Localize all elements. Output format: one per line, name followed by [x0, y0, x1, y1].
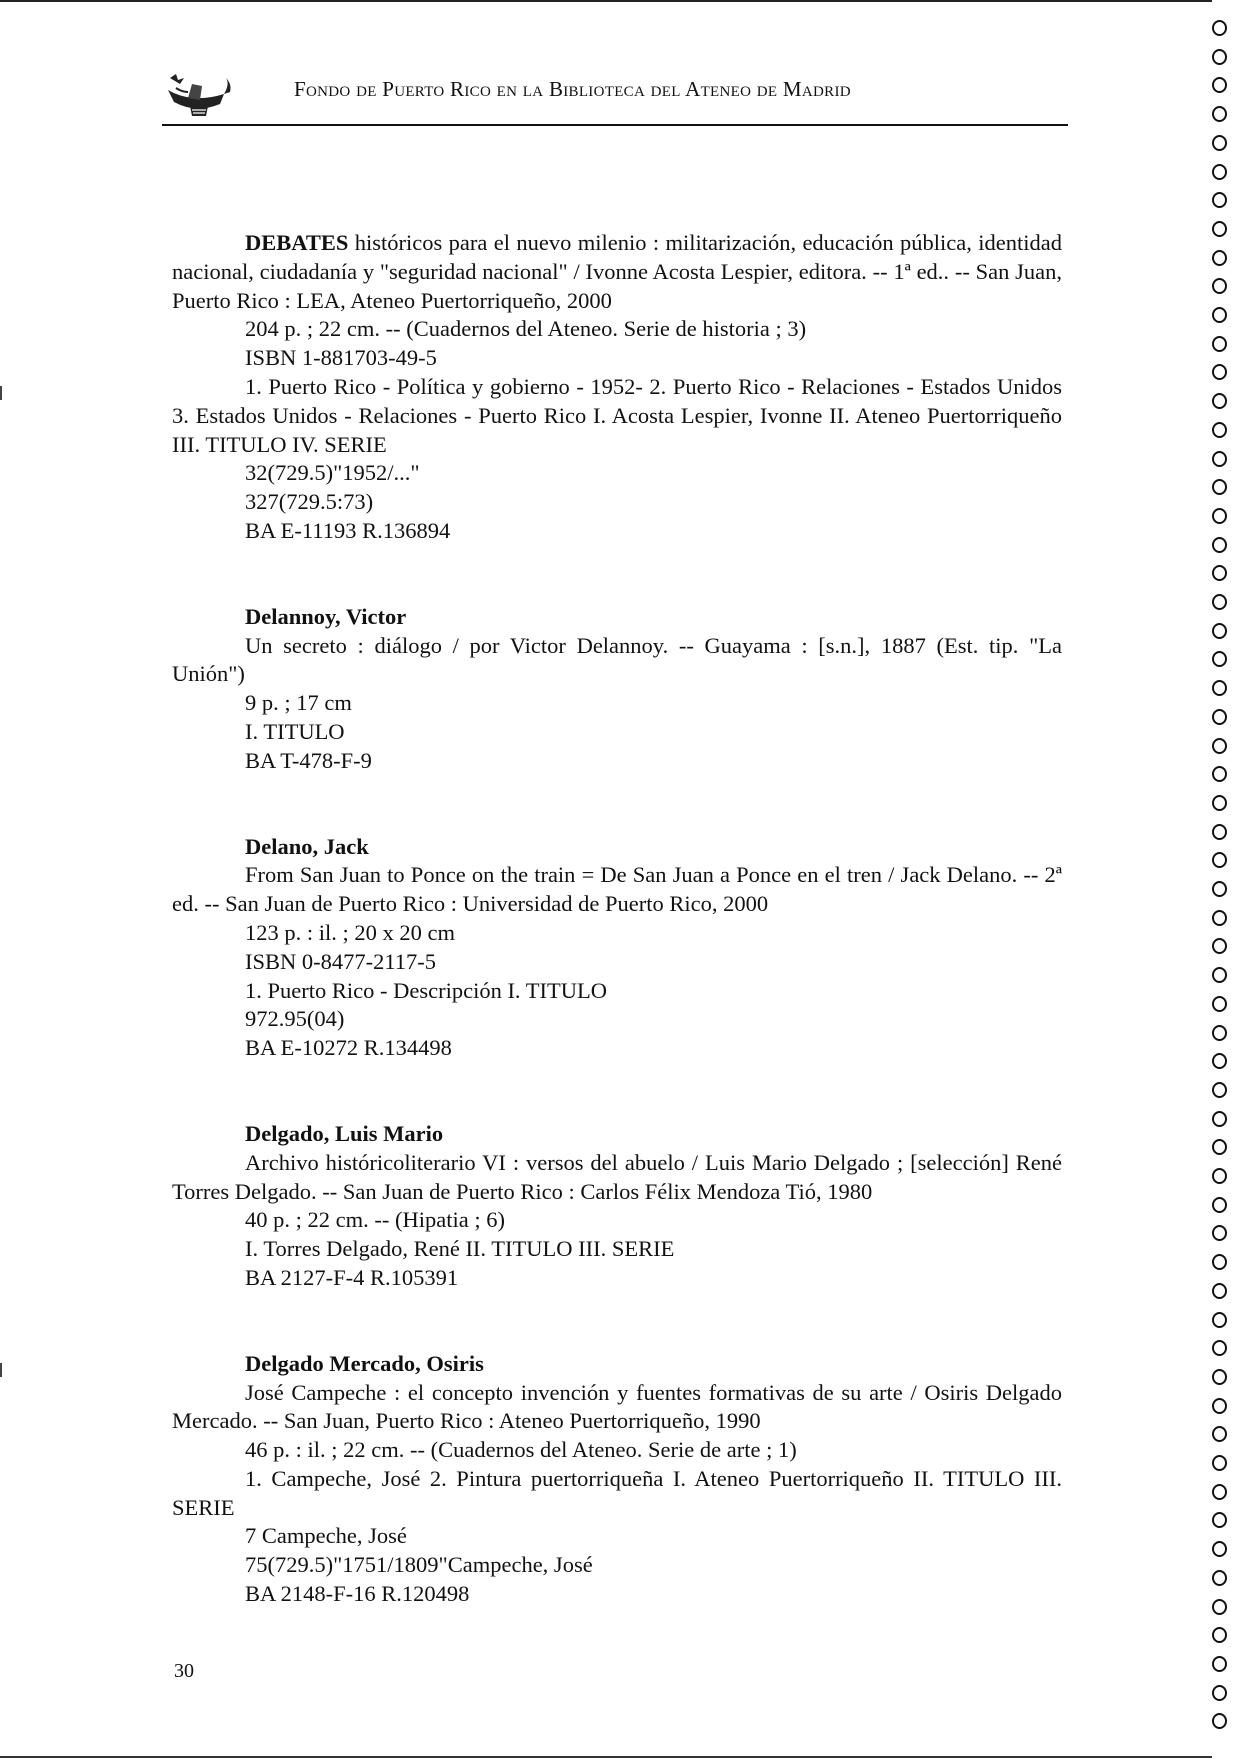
entry-line: 75(729.5)"1751/1809"Campeche, José [245, 1552, 593, 1578]
entry-line: I. TITULO [245, 718, 345, 744]
binding-ring [1212, 996, 1227, 1012]
entry-line: 972.95(04) [245, 1006, 345, 1032]
binding-ring [1212, 1599, 1227, 1615]
binding-ring [1212, 594, 1227, 610]
binding-ring [1212, 1484, 1227, 1500]
binding-ring [1212, 1111, 1227, 1127]
binding-ring [1212, 192, 1227, 208]
entry-line: ISBN 1-881703-49-5 [245, 345, 437, 371]
binding-ring [1212, 422, 1227, 438]
scan-mark [0, 386, 2, 400]
catalog-entry [172, 603, 1062, 776]
page-bottom-border [0, 1756, 1212, 1758]
binding-ring [1212, 651, 1227, 667]
binding-ring [1212, 910, 1227, 926]
entry-line: I. Torres Delgado, René II. TITULO III. SERIE [245, 1236, 675, 1262]
binding-ring [1212, 250, 1227, 266]
binding-ring [1212, 938, 1227, 954]
binding-ring [1212, 1197, 1227, 1213]
catalog-entry [172, 1120, 1062, 1293]
header-title: Fondo de Puerto Rico en la Biblioteca del Ateneo de Madrid [294, 77, 851, 101]
scan-mark [0, 1363, 2, 1377]
entry-author: Delgado Mercado, Osiris [245, 1350, 484, 1376]
binding-ring [1212, 1340, 1227, 1356]
entry-line: ISBN 0-8477-2117-5 [245, 948, 437, 974]
ship-logo-icon [162, 70, 234, 118]
entry-subjects: 1. Campeche, José 2. Pintura puertorriqueña I. Ateneo Puertorriqueño II. TITULO III. SERIE [172, 1465, 1062, 1520]
header-rule [162, 124, 1068, 126]
entry-author: Delannoy, Victor [245, 603, 407, 629]
entry-line: 1. Puerto Rico - Descripción I. TITULO [245, 977, 607, 1003]
entry-line: 123 p. : il. ; 20 x 20 cm [245, 919, 455, 945]
running-header [162, 62, 1068, 124]
spiral-binding [1207, 12, 1241, 1762]
binding-ring [1212, 1225, 1227, 1241]
binding-ring [1212, 1455, 1227, 1471]
entry-line: 204 p. ; 22 cm. -- (Cuadernos del Ateneo. Serie de historia ; 3) [245, 316, 807, 342]
binding-ring [1212, 135, 1227, 151]
binding-ring [1212, 1627, 1227, 1643]
binding-ring [1212, 307, 1227, 323]
binding-ring [1212, 393, 1227, 409]
binding-ring [1212, 623, 1227, 639]
entry-author: Delgado, Luis Mario [245, 1120, 444, 1146]
entry-subjects: 1. Puerto Rico - Política y gobierno - 1952- 2. Puerto Rico - Relaciones - Estados Unidos 3. Estados Unidos - Relaciones - Puerto Rico I. Acosta Lespier, Ivonne II. Ateneo Puertorriqueño III. TITULO IV. SERIE [172, 373, 1062, 457]
entry-author: Delano, Jack [245, 833, 369, 859]
binding-ring [1212, 77, 1227, 93]
binding-ring [1212, 738, 1227, 754]
binding-ring [1212, 1426, 1227, 1442]
entry-title-statement: DEBATES históricos para el nuevo milenio : militarización, educación pública, identidad nacional, ciudadanía y "seguridad nacional" / Ivonne Acosta Lespier, editora. -- 1ª ed.. -- San Juan, Puerto Rico : LEA, Ateneo Puertorriqueño, 2000 [172, 230, 1062, 313]
binding-ring [1212, 1053, 1227, 1069]
binding-ring [1212, 680, 1227, 696]
binding-ring [1212, 1713, 1227, 1729]
binding-ring [1212, 1685, 1227, 1701]
binding-ring [1212, 278, 1227, 294]
binding-ring [1212, 1025, 1227, 1041]
binding-ring [1212, 1139, 1227, 1155]
entry-line: BA E-11193 R.136894 [245, 517, 451, 543]
binding-ring [1212, 1541, 1227, 1557]
binding-ring [1212, 164, 1227, 180]
binding-ring [1212, 1168, 1227, 1184]
entry-line: 9 p. ; 17 cm [245, 690, 352, 716]
entry-line: 46 p. : il. ; 22 cm. -- (Cuadernos del Ateneo. Serie de arte ; 1) [245, 1437, 797, 1463]
binding-ring [1212, 1398, 1227, 1414]
binding-ring [1212, 1369, 1227, 1385]
entry-line: 7 Campeche, José [245, 1523, 407, 1549]
binding-ring [1212, 709, 1227, 725]
binding-ring [1212, 1312, 1227, 1328]
catalog-entry [172, 833, 1062, 1063]
binding-ring [1212, 221, 1227, 237]
catalog-entry [172, 1350, 1062, 1609]
binding-ring [1212, 20, 1227, 36]
binding-ring [1212, 1656, 1227, 1672]
binding-ring [1212, 967, 1227, 983]
binding-ring [1212, 364, 1227, 380]
binding-ring [1212, 508, 1227, 524]
entry-line: 327(729.5:73) [245, 489, 374, 515]
entry-title-statement: Archivo históricoliterario VI : versos del abuelo / Luis Mario Delgado ; [selección] René Torres Delgado. -- San Juan de Puerto Rico : Carlos Félix Mendoza Tió, 1980 [172, 1149, 1062, 1204]
binding-ring [1212, 49, 1227, 65]
binding-ring [1212, 881, 1227, 897]
binding-ring [1212, 766, 1227, 782]
binding-ring [1212, 1082, 1227, 1098]
binding-ring [1212, 451, 1227, 467]
entry-title-statement: Un secreto : diálogo / por Victor Delannoy. -- Guayama : [s.n.], 1887 (Est. tip. "La Unión") [172, 632, 1062, 687]
entry-line: BA 2148-F-16 R.120498 [245, 1581, 470, 1607]
catalog-entries [172, 229, 1062, 1609]
binding-ring [1212, 1283, 1227, 1299]
entry-line: BA E-10272 R.134498 [245, 1035, 452, 1061]
binding-ring [1212, 1512, 1227, 1528]
binding-ring [1212, 1570, 1227, 1586]
binding-ring [1212, 1254, 1227, 1270]
binding-ring [1212, 336, 1227, 352]
binding-ring [1212, 479, 1227, 495]
binding-ring [1212, 565, 1227, 581]
binding-ring [1212, 537, 1227, 553]
entry-line: 40 p. ; 22 cm. -- (Hipatia ; 6) [245, 1207, 505, 1233]
binding-ring [1212, 106, 1227, 122]
catalog-entry [172, 229, 1062, 546]
page-number: 30 [174, 1660, 194, 1682]
binding-ring [1212, 852, 1227, 868]
entry-line: 32(729.5)"1952/..." [245, 460, 420, 486]
entry-line: BA 2127-F-4 R.105391 [245, 1264, 459, 1290]
entry-title-statement: From San Juan to Ponce on the train = De San Juan a Ponce en el tren / Jack Delano. -- 2ª ed. -- San Juan de Puerto Rico : Universidad de Puerto Rico, 2000 [172, 862, 1062, 917]
entry-line: BA T-478-F-9 [245, 747, 372, 773]
binding-ring [1212, 824, 1227, 840]
entry-title-statement: José Campeche : el concepto invención y fuentes formativas de su arte / Osiris Delgado Mercado. -- San Juan, Puerto Rico : Ateneo Puertorriqueño, 1990 [172, 1379, 1062, 1434]
page-top-border [0, 0, 1212, 2]
binding-ring [1212, 795, 1227, 811]
